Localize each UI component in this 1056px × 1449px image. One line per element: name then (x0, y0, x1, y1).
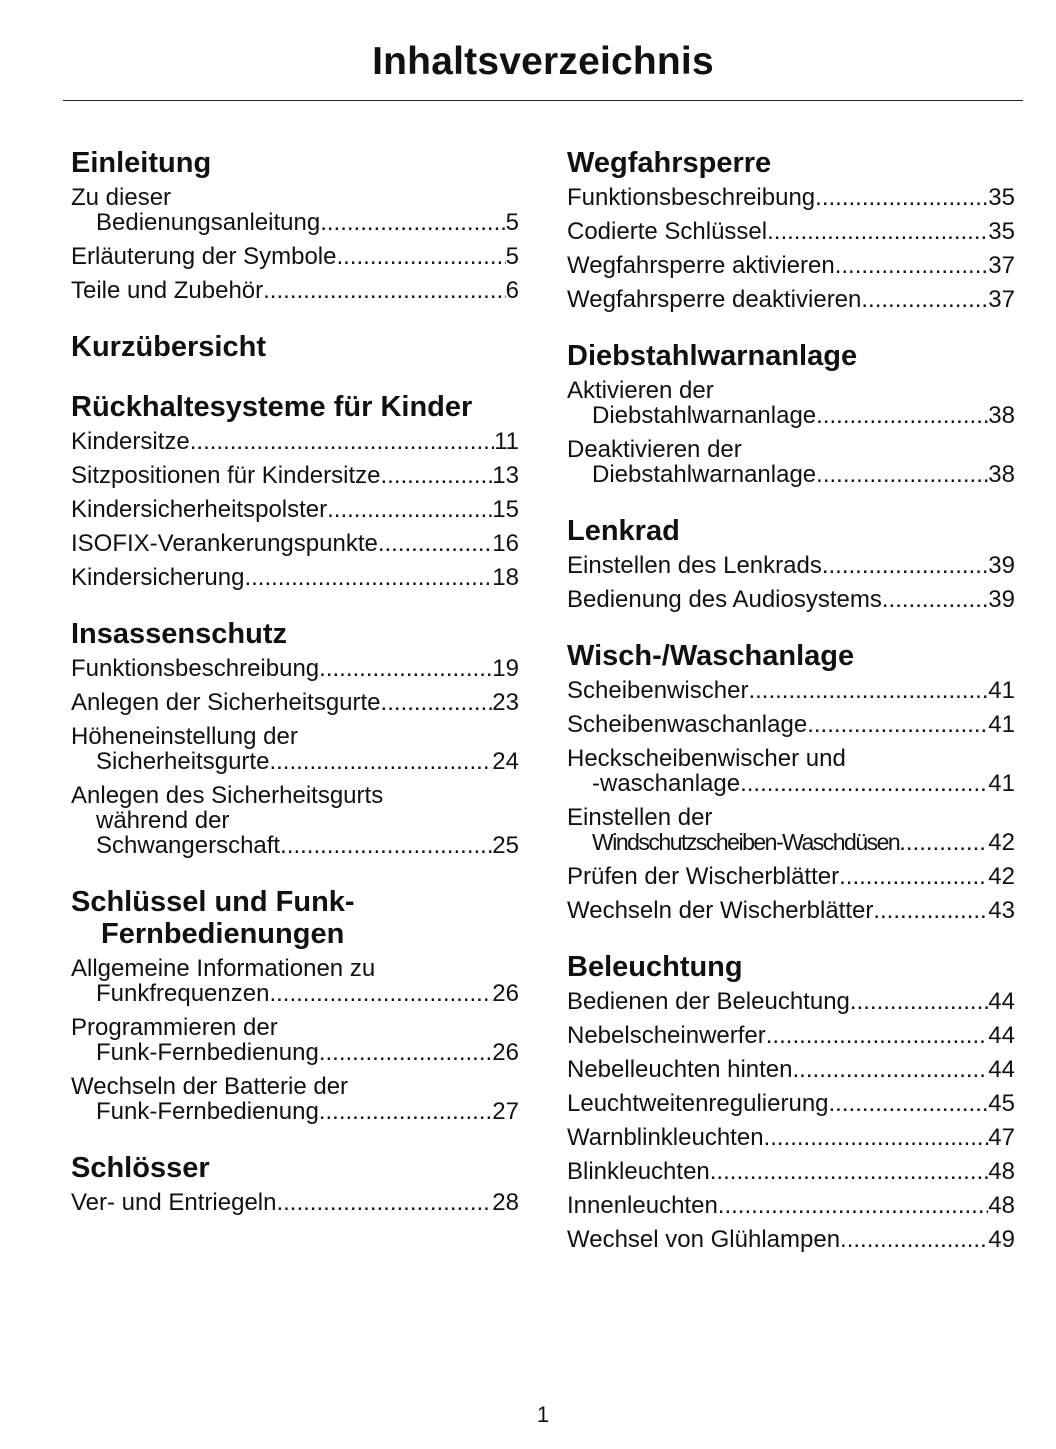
entry-page-number: 35 (988, 184, 1015, 211)
dot-leader (336, 244, 505, 269)
section-heading: Insassenschutz (71, 618, 287, 650)
entry-label-prefix: Anlegen des Sicherheitsgurts während der (71, 782, 384, 834)
toc-entry[interactable] (71, 565, 519, 590)
section-heading: Rückhaltesysteme für Kinder (71, 391, 473, 423)
entry-label: Codierte Schlüssel (567, 218, 768, 245)
toc-entry[interactable] (567, 587, 1015, 612)
entry-label: Windschutzscheiben-Waschdüsen (592, 829, 900, 855)
entry-page-number: 44 (988, 988, 1015, 1015)
entry-page-number: 38 (988, 402, 1015, 429)
toc-entry[interactable] (71, 1074, 519, 1124)
dot-leader (850, 989, 988, 1014)
toc-entry[interactable] (71, 1190, 519, 1215)
entry-page-number: 37 (988, 252, 1015, 279)
dot-leader (269, 981, 492, 1006)
entry-page-number: 5 (505, 243, 519, 270)
toc-entry[interactable] (71, 278, 519, 303)
dot-leader (815, 185, 988, 210)
entry-page-number: 38 (988, 461, 1015, 488)
entry-page-number: 41 (988, 711, 1015, 738)
entry-label: Wechsel von Glühlampen (567, 1226, 841, 1253)
dot-leader (740, 771, 988, 796)
entry-page-number: 37 (988, 286, 1015, 313)
dot-leader (280, 833, 492, 858)
dot-leader (381, 690, 493, 715)
entry-page-number: 26 (492, 980, 519, 1007)
entry-label: Funktionsbeschreibung (71, 655, 320, 682)
entry-page-number: 45 (988, 1090, 1015, 1117)
entry-page-number: 48 (988, 1158, 1015, 1185)
entry-page-number: 23 (492, 689, 519, 716)
toc-entry[interactable] (567, 712, 1015, 737)
entry-label: Teile und Zubehör (71, 277, 264, 304)
dot-leader (816, 403, 988, 428)
entry-page-number: 11 (494, 428, 519, 455)
toc-entry[interactable] (567, 805, 1015, 855)
toc-section-kurzuebersicht (71, 331, 519, 363)
dot-leader (766, 1023, 989, 1048)
dot-leader (873, 898, 988, 923)
toc-entry[interactable] (71, 690, 519, 715)
page-title: Inhaltsverzeichnis (372, 40, 714, 83)
entry-label-prefix: Zu dieser (71, 184, 172, 211)
entry-label: Anlegen der Sicherheitsgurte (71, 689, 381, 716)
entry-page-number: 16 (492, 530, 519, 557)
entry-page-number: 35 (988, 218, 1015, 245)
entry-label: Erläuterung der Symbole (71, 243, 337, 270)
toc-section-schloesser (71, 1152, 519, 1215)
dot-leader (276, 1190, 492, 1215)
entry-label: Warnblinkleuchten (567, 1124, 764, 1151)
toc-entry[interactable] (71, 185, 519, 235)
dot-leader (269, 749, 492, 774)
toc-entry[interactable] (71, 656, 519, 681)
dot-leader (807, 712, 988, 737)
toc-section-schluessel-und-funk-fernbedienungen (71, 886, 519, 1124)
toc-entry[interactable] (71, 1015, 519, 1065)
entry-label: Wegfahrsperre deaktivieren (567, 286, 862, 313)
entry-page-number: 5 (505, 209, 519, 236)
entry-page-number: 25 (492, 832, 519, 859)
entry-label: Bedienungsanleitung (96, 209, 321, 236)
entry-page-number: 42 (988, 829, 1015, 856)
toc-entry[interactable] (71, 724, 519, 774)
entry-label: Scheibenwaschanlage (567, 711, 808, 738)
toc-entry[interactable] (567, 864, 1015, 889)
toc-entry[interactable] (567, 437, 1015, 487)
toc-entry[interactable] (567, 678, 1015, 703)
entry-page-number: 48 (988, 1192, 1015, 1219)
toc-entry[interactable] (567, 1091, 1015, 1116)
entry-label: Kindersicherheitspolster (71, 496, 328, 523)
entry-page-number: 28 (492, 1189, 519, 1216)
entry-page-number: 6 (505, 277, 519, 304)
entry-label-prefix: Heckscheibenwischer und (567, 745, 846, 772)
section-heading: Wegfahrsperre (567, 147, 772, 179)
dot-leader (839, 864, 988, 889)
toc-section-wegfahrsperre (567, 147, 1015, 312)
section-heading: Wisch-/Waschanlage (567, 640, 855, 672)
section-heading: Einleitung (71, 147, 212, 179)
entry-label-prefix: Allgemeine Informationen zu (71, 955, 376, 982)
entry-page-number: 15 (492, 496, 519, 523)
entry-label: Scheibenwischer (567, 677, 749, 704)
entry-page-number: 47 (988, 1124, 1015, 1151)
dot-leader (244, 565, 492, 590)
entry-page-number: 42 (988, 863, 1015, 890)
entry-label: Innenleuchten (567, 1192, 718, 1219)
entry-label: Sitzpositionen für Kindersitze (71, 462, 381, 489)
dot-leader (319, 1099, 492, 1124)
section-heading: Beleuchtung (567, 951, 743, 983)
toc-entry[interactable] (71, 463, 519, 488)
entry-page-number: 44 (988, 1056, 1015, 1083)
toc-entry[interactable] (567, 1159, 1015, 1184)
section-heading: Schlösser (71, 1152, 210, 1184)
entry-label-prefix: Aktivieren der (567, 377, 714, 404)
entry-label-prefix: Deaktivieren der (567, 436, 742, 463)
dot-leader (320, 210, 505, 235)
toc-section-wisch-waschanlage (567, 640, 1015, 923)
toc-entry[interactable] (567, 1193, 1015, 1218)
entry-label: Prüfen der Wischerblätter (567, 863, 840, 890)
entry-label: Blinkleuchten (567, 1158, 710, 1185)
entry-page-number: 18 (492, 564, 519, 591)
entry-page-number: 19 (492, 655, 519, 682)
toc-section-diebstahlwarnanlage (567, 340, 1015, 487)
entry-label: Bedienen der Beleuchtung (567, 988, 850, 1015)
dot-leader (319, 1040, 492, 1065)
entry-label: Leuchtweitenregulierung (567, 1090, 829, 1117)
title-divider (63, 100, 1023, 101)
dot-leader (882, 587, 988, 612)
entry-page-number: 26 (492, 1039, 519, 1066)
toc-section-beleuchtung (567, 951, 1015, 1252)
toc-entry[interactable] (567, 1057, 1015, 1082)
toc-section-lenkrad (567, 515, 1015, 612)
toc-entry[interactable] (71, 783, 519, 858)
toc-section-insassenschutz (71, 618, 519, 858)
dot-leader (190, 429, 494, 454)
toc-entry[interactable] (567, 1125, 1015, 1150)
entry-label: Kindersicherung (71, 564, 245, 591)
dot-leader (767, 219, 988, 244)
dot-leader (748, 678, 988, 703)
entry-label: Ver- und Entriegeln (71, 1189, 277, 1216)
toc-entry[interactable] (567, 1227, 1015, 1252)
dot-leader (793, 1057, 989, 1082)
toc-entry[interactable] (567, 553, 1015, 578)
toc-entry[interactable] (567, 746, 1015, 796)
entry-page-number: 24 (492, 748, 519, 775)
entry-label: Bedienung des Audiosystems (567, 586, 882, 613)
dot-leader (861, 287, 988, 312)
dot-leader (327, 497, 492, 522)
entry-label: Wechseln der Wischerblätter (567, 897, 874, 924)
entry-page-number: 39 (988, 552, 1015, 579)
toc-entry[interactable] (71, 244, 519, 269)
entry-label: Sicherheitsgurte (96, 748, 270, 775)
entry-label: Funktionsbeschreibung (567, 184, 816, 211)
entry-label: Diebstahlwarnanlage (592, 461, 817, 488)
toc-entry[interactable] (567, 378, 1015, 428)
entry-label-prefix: Einstellen der (567, 804, 713, 831)
section-heading: Kurzübersicht (71, 331, 266, 363)
toc-entry[interactable] (567, 898, 1015, 923)
page-number: 1 (536, 1402, 550, 1427)
dot-leader (378, 531, 492, 556)
entry-label: Funk-Fernbedienung (96, 1098, 319, 1125)
entry-label: Diebstahlwarnanlage (592, 402, 817, 429)
entry-label: Kindersitze (71, 428, 190, 455)
entry-page-number: 41 (988, 770, 1015, 797)
dot-leader (263, 278, 506, 303)
dot-leader (822, 553, 988, 578)
toc-entry[interactable] (567, 219, 1015, 244)
toc-section-einleitung (71, 147, 519, 303)
entry-page-number: 49 (988, 1226, 1015, 1253)
toc-entry[interactable] (71, 956, 519, 1006)
section-heading: Diebstahlwarnanlage (567, 340, 858, 372)
entry-label: Nebelscheinwerfer (567, 1022, 766, 1049)
dot-leader (829, 1091, 989, 1116)
dot-leader (764, 1125, 989, 1150)
toc-entry[interactable] (567, 287, 1015, 312)
dot-leader (381, 463, 493, 488)
toc-section-rueckhaltesysteme-fuer-kinder (71, 391, 519, 590)
entry-label: Einstellen des Lenkrads (567, 552, 822, 579)
entry-label: Schwangerschaft (96, 832, 281, 859)
entry-label: Nebelleuchten hinten (567, 1056, 793, 1083)
entry-label-prefix: Höheneinstellung der (71, 723, 298, 750)
entry-page-number: 27 (492, 1098, 519, 1125)
entry-label: Wegfahrsperre aktivieren (567, 252, 835, 279)
entry-page-number: 43 (988, 897, 1015, 924)
entry-page-number: 41 (988, 677, 1015, 704)
toc-entry[interactable] (71, 497, 519, 522)
toc-column-right (567, 147, 1015, 1280)
toc-column-left (71, 147, 519, 1243)
entry-label-prefix: Wechseln der Batterie der (71, 1073, 349, 1100)
dot-leader (710, 1159, 989, 1184)
dot-leader (899, 830, 988, 855)
toc-entry[interactable] (71, 429, 519, 454)
entry-label: Funk-Fernbedienung (96, 1039, 319, 1066)
entry-label: -waschanlage (592, 770, 741, 797)
toc-entry[interactable] (567, 185, 1015, 210)
toc-entry[interactable] (567, 1023, 1015, 1048)
entry-page-number: 39 (988, 586, 1015, 613)
dot-leader (319, 656, 492, 681)
section-heading: Lenkrad (567, 515, 680, 547)
entry-page-number: 13 (492, 462, 519, 489)
toc-entry[interactable] (71, 531, 519, 556)
section-heading: Schlüssel und Funk-Fernbedienungen (71, 886, 355, 950)
dot-leader (835, 253, 989, 278)
entry-page-number: 44 (988, 1022, 1015, 1049)
entry-label: Funkfrequenzen (96, 980, 270, 1007)
entry-label: ISOFIX-Verankerungspunkte (71, 530, 378, 557)
dot-leader (718, 1193, 989, 1218)
dot-leader (840, 1227, 988, 1252)
toc-entry[interactable] (567, 253, 1015, 278)
toc-entry[interactable] (567, 989, 1015, 1014)
dot-leader (816, 462, 988, 487)
entry-label-prefix: Programmieren der (71, 1014, 278, 1041)
